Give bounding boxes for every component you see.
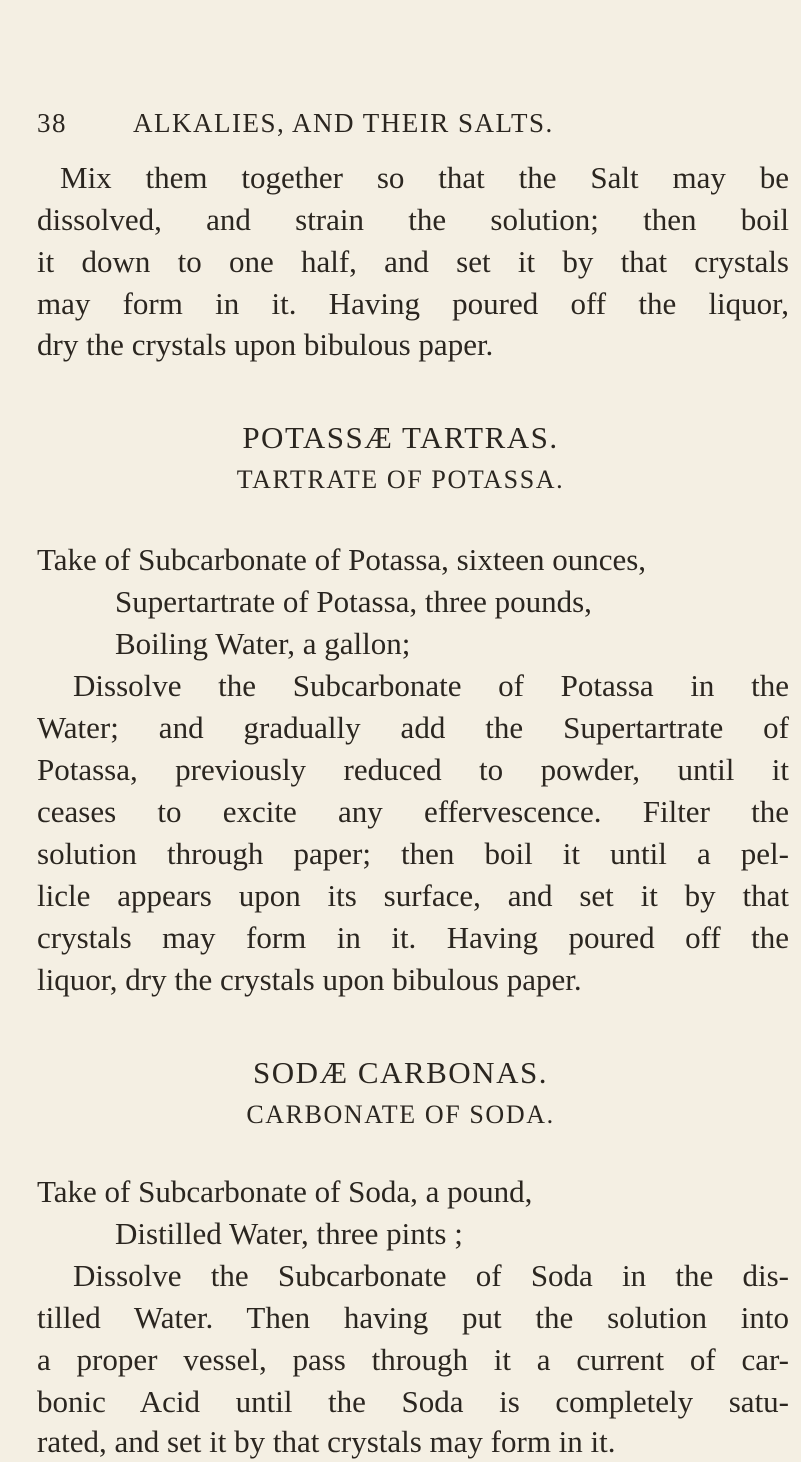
section-subtitle: CARBONATE OF SODA. (246, 1100, 555, 1129)
page-number: 38 (37, 108, 67, 138)
para1-line: it down to one half, and set it by that crystals (37, 244, 789, 279)
running-title: ALKALIES, AND THEIR SALTS. (133, 108, 554, 138)
para3-line: Dissolve the Subcarbonate of Soda in the dis- (73, 1258, 789, 1293)
para2-line: Water; and gradually add the Supertartrate of (37, 710, 789, 745)
para1-line: dissolved, and strain the solution; then boil (37, 202, 789, 237)
para2-line: licle appears upon its surface, and set it by that (37, 878, 789, 913)
para1-line: Mix them together so that the Salt may be (60, 160, 789, 195)
para1-line: may form in it. Having poured off the liquor, (37, 286, 789, 321)
recipe-line: Supertartrate of Potassa, three pounds, (115, 584, 592, 619)
section-title: POTASSÆ TARTRAS. (242, 420, 559, 455)
recipe-line: Take of Subcarbonate of Soda, a pound, (37, 1174, 533, 1209)
para3-line: tilled Water. Then having put the solution into (37, 1300, 789, 1335)
para2-line: crystals may form in it. Having poured off the (37, 920, 789, 955)
recipe-line: Take of Subcarbonate of Potassa, sixteen ounces, (37, 542, 647, 577)
para3-line: bonic Acid until the Soda is completely satu- (37, 1384, 789, 1419)
para2-line: liquor, dry the crystals upon bibulous paper. (37, 962, 582, 997)
para3-line: a proper vessel, pass through it a current of car- (37, 1342, 789, 1377)
recipe-line: Distilled Water, three pints ; (115, 1216, 463, 1251)
para2-line: solution through paper; then boil it until a pel- (37, 836, 789, 871)
running-header (37, 108, 777, 142)
recipe-line: Boiling Water, a gallon; (115, 626, 411, 661)
para2-line: Potassa, previously reduced to powder, until it (37, 752, 789, 787)
para2-line: ceases to excite any effervescence. Filter the (37, 794, 789, 829)
para2-line: Dissolve the Subcarbonate of Potassa in the (73, 668, 789, 703)
para1-line: dry the crystals upon bibulous paper. (37, 327, 494, 362)
para3-line: rated, and set it by that crystals may form in it. (37, 1424, 616, 1459)
section-title: SODÆ CARBONAS. (253, 1055, 548, 1090)
section-subtitle: TARTRATE OF POTASSA. (236, 465, 565, 494)
